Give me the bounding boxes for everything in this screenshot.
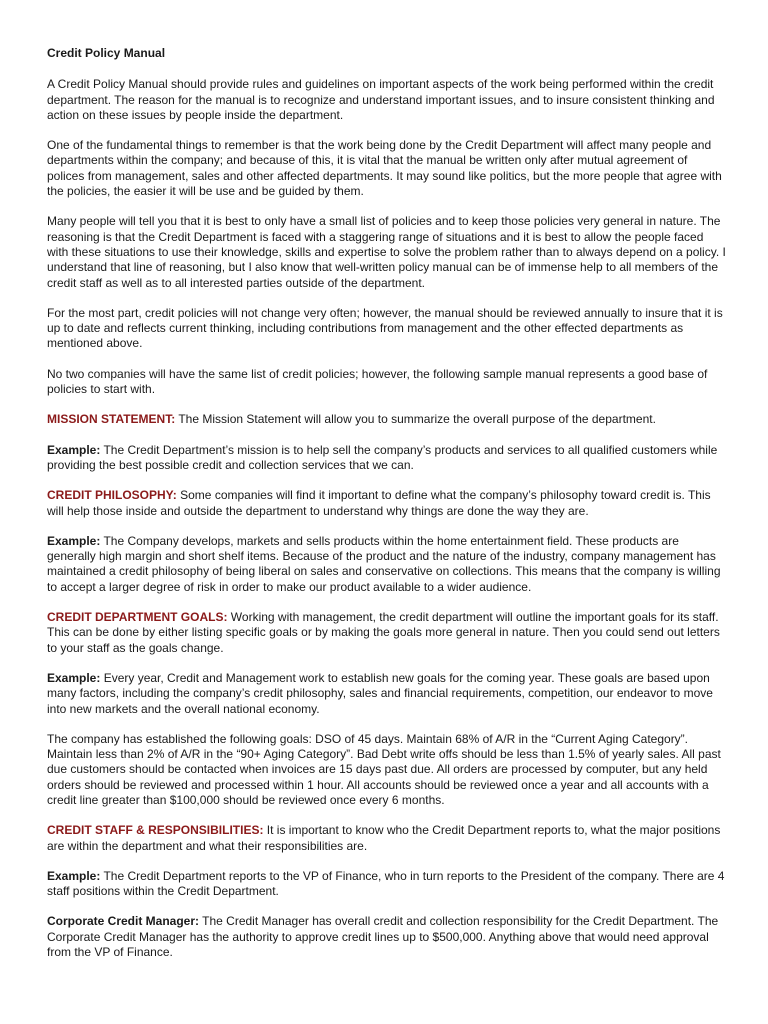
philosophy-text: Some companies will find it important to define what the company’s philosophy toward credit is. This will help those inside and outside the department to understand why things are done the way they are.: [47, 488, 711, 518]
mission-example: [47, 443, 727, 474]
philosophy-example-label: Example:: [47, 533, 101, 548]
philosophy-example-text: The Company develops, markets and sells products within the home entertainment field. These products are generally high margin and short shelf items. Because of the product and the nature of the industry, company management has maintained a credit philosophy of being liberal on sales and conservative on collections. This means that the company is willing to accept a larger degree of risk in order to make our product available to a wider audience.: [47, 533, 721, 594]
staff-example-label: Example:: [47, 868, 101, 883]
credit-manager-text: The Credit Manager has overall credit and collection responsibility for the Credit Department. The Corporate Credit Manager has the authority to approve credit lines up to $500,000. Anything above that would need approval from the VP of Finance.: [47, 914, 719, 960]
staff-example: [47, 869, 727, 900]
philosophy-heading: CREDIT PHILOSOPHY:: [47, 488, 177, 503]
goals-example-label: Example:: [47, 670, 101, 685]
philosophy-example: [47, 534, 727, 595]
philosophy-section: [47, 488, 727, 519]
mission-example-label: Example:: [47, 442, 101, 457]
intro-paragraph-3: Many people will tell you that it is best to only have a small list of policies and to keep those policies very general in nature. The reasoning is that the Credit Department is faced with a staggering range of situations and it is best to allow the people faced with these situations to use their knowledge, skills and expertise to solve the problem rather than to always depend on a policy. I understand that line of reasoning, but I also know that well-written policy manual can be of immense help to all members of the credit staff as well as to all interested parties outside of the department.: [47, 214, 726, 290]
goals-example: [47, 671, 727, 717]
staff-section: [47, 823, 727, 854]
staff-example-text: The Credit Department reports to the VP of Finance, who in turn reports to the President of the company. There are 4 staff positions within the Credit Department.: [47, 868, 725, 899]
intro-paragraph-5: No two companies will have the same list of credit policies; however, the following sample manual represents a good base of policies to start with.: [47, 366, 708, 397]
goals-section: [47, 610, 727, 656]
staff-heading: CREDIT STAFF & RESPONSIBILITIES:: [47, 823, 264, 838]
mission-example-text: The Credit Department’s mission is to help sell the company’s products and services to all qualified customers while providing the best possible credit and collection services that we can.: [47, 442, 718, 472]
intro-paragraph-4: For the most part, credit policies will not change very often; however, the manual should be reviewed annually to insure that it is up to date and reflects current thinking, including contributions from management and the other effected departments as mentioned above.: [47, 305, 723, 351]
document-page: [47, 46, 727, 975]
goals-example-text: Every year, Credit and Management work to establish new goals for the coming year. These goals are based upon many factors, including the company’s credit philosophy, sales and financial requirements, competition, our endeavor to move into new markets and the overall national economy.: [47, 670, 713, 716]
credit-manager-role: [47, 914, 727, 960]
intro-paragraph-2: One of the fundamental things to remember is that the work being done by the Credit Department will affect many people and departments within the company; and because of this, it is vital that the manual be written only after mutual agreement of polices from management, sales and other affected departments. It may sound like politics, but the more people that agree with the policies, the easier it will be use and be guided by them.: [47, 138, 722, 199]
intro-paragraph-1: A Credit Policy Manual should provide rules and guidelines on important aspects of the work being performed within the credit department. The reason for the manual is to recognize and understand important issues, and to insure consistent thinking and action on these issues by people inside the department.: [47, 77, 715, 122]
staff-text: It is important to know who the Credit Department reports to, what the major positions are within the department and what their responsibilities are.: [47, 823, 721, 853]
mission-section: [47, 412, 727, 427]
credit-manager-label: Corporate Credit Manager:: [47, 914, 200, 929]
goals-heading: CREDIT DEPARTMENT GOALS:: [47, 610, 228, 625]
mission-heading: MISSION STATEMENT:: [47, 412, 176, 427]
goals-text: Working with management, the credit department will outline the important goals for its staff. This can be done by either listing specific goals or by making the goals more general in nature. Then you could send out letters to your staff as the goals change.: [47, 610, 720, 655]
goals-detail: The company has established the following goals: DSO of 45 days. Maintain 68% of A/R in the “Current Aging Category”. Maintain less than 2% of A/R in the “90+ Aging Category”. Bad Debt write offs should be less than 1.5% of yearly sales. All past due customers should be contacted when invoices are 15 days past due. All orders are processed by computer, but any held orders should be reviewed and processed within 1 hour. All accounts should be reviewed once a year and all accounts with a credit line greater than $100,000 should be reviewed once every 6 months.: [47, 731, 721, 807]
mission-text: The Mission Statement will allow you to summarize the overall purpose of the department.: [175, 412, 656, 427]
document-title: Credit Policy Manual: [47, 46, 166, 60]
